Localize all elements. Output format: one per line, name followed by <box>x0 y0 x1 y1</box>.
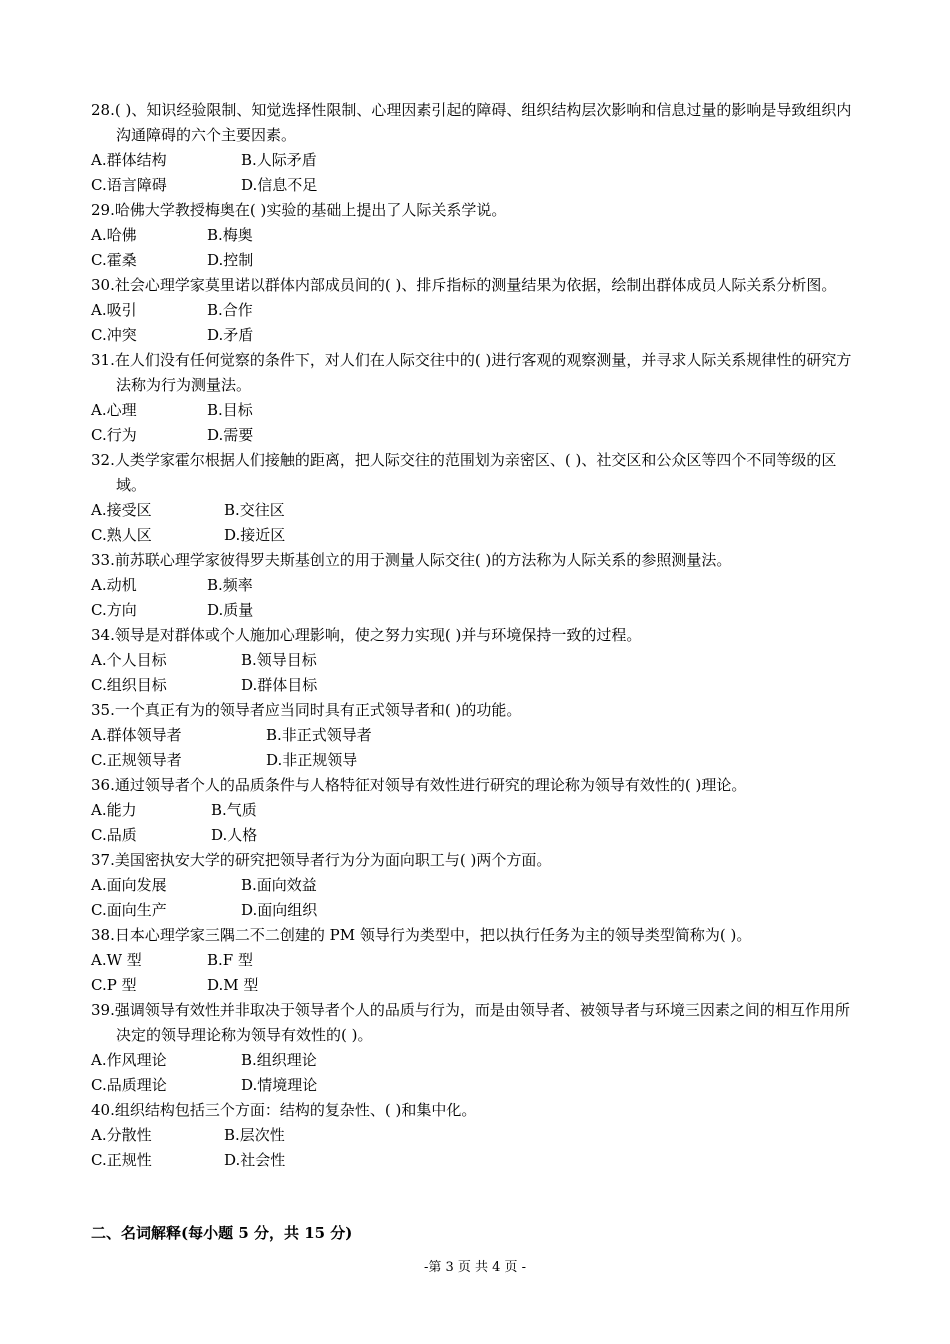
option-a: A.面向发展 <box>91 876 167 894</box>
option-a: A.哈佛 <box>91 226 137 244</box>
option-a: A.接受区 <box>91 501 152 519</box>
option-row <box>91 398 861 423</box>
option-a: A.吸引 <box>91 301 137 319</box>
option-c: C.正规性 <box>91 1151 152 1169</box>
option-row <box>91 1123 861 1148</box>
option-b: B.层次性 <box>224 1126 285 1144</box>
option-d: D.群体目标 <box>241 676 318 694</box>
option-row <box>91 223 861 248</box>
question-text: 29.哈佛大学教授梅奥在( )实验的基础上提出了人际关系学说。 <box>91 201 507 219</box>
option-b: B.F 型 <box>207 951 253 969</box>
question-item <box>91 923 861 998</box>
option-d: D.信息不足 <box>241 176 318 194</box>
option-d: D.人格 <box>211 826 258 844</box>
option-d: D.面向组织 <box>241 901 318 919</box>
option-c: C.组织目标 <box>91 676 167 694</box>
option-row <box>91 298 861 323</box>
option-a: A.W 型 <box>91 951 142 969</box>
question-text: 39.强调领导有效性并非取决于领导者个人的品质与行为，而是由领导者、被领导者与环境三因素之间的相互作用所决定的领导理论称为领导有效性的( )。 <box>91 1001 850 1044</box>
option-d: D.情境理论 <box>241 1076 318 1094</box>
option-row <box>91 423 861 448</box>
option-row <box>91 248 861 273</box>
option-c: C.霍桑 <box>91 251 137 269</box>
question-item <box>91 698 861 773</box>
option-row <box>91 873 861 898</box>
option-c: C.品质理论 <box>91 1076 167 1094</box>
question-item <box>91 448 861 548</box>
option-row <box>91 673 861 698</box>
question-item <box>91 198 861 273</box>
section-heading: 二、名词解释(每小题 5 分，共 15 分) <box>91 1224 353 1242</box>
question-item <box>91 773 861 848</box>
option-row <box>91 723 861 748</box>
question-text: 37.美国密执安大学的研究把领导者行为分为面向职工与( )两个方面。 <box>91 851 552 869</box>
option-row <box>91 948 861 973</box>
option-row <box>91 598 861 623</box>
page-footer: -第 3 页 共 4 页 - <box>423 1260 527 1275</box>
option-row <box>91 1048 861 1073</box>
question-text: 30.社会心理学家莫里诺以群体内部成员间的( )、排斥指标的测量结果为依据，绘制出群体成员人际关系分析图。 <box>91 276 837 294</box>
question-text: 34.领导是对群体或个人施加心理影响，使之努力实现( )并与环境保持一致的过程。 <box>91 626 642 644</box>
option-b: B.梅奥 <box>207 226 253 244</box>
option-row <box>91 573 861 598</box>
option-d: D.社会性 <box>224 1151 286 1169</box>
option-row <box>91 148 861 173</box>
option-row <box>91 173 861 198</box>
option-a: A.动机 <box>91 576 137 594</box>
option-row <box>91 798 861 823</box>
question-item <box>91 348 861 448</box>
option-b: B.交往区 <box>224 501 285 519</box>
question-item <box>91 623 861 698</box>
option-b: B.频率 <box>207 576 253 594</box>
option-d: D.非正规领导 <box>266 751 358 769</box>
option-a: A.分散性 <box>91 1126 152 1144</box>
question-text: 28.( )、知识经验限制、知觉选择性限制、心理因素引起的障碍、组织结构层次影响和信息过量的影响是导致组织内沟通障碍的六个主要因素。 <box>91 101 852 144</box>
question-list <box>91 98 861 1173</box>
option-d: D.需要 <box>207 426 254 444</box>
option-a: A.能力 <box>91 801 137 819</box>
option-c: C.正规领导者 <box>91 751 182 769</box>
question-item <box>91 998 861 1098</box>
option-d: D.质量 <box>207 601 254 619</box>
question-text: 36.通过领导者个人的品质条件与人格特征对领导有效性进行研究的理论称为领导有效性的( )理论。 <box>91 776 747 794</box>
option-row <box>91 523 861 548</box>
option-c: C.语言障碍 <box>91 176 167 194</box>
option-c: C.行为 <box>91 426 137 444</box>
question-item <box>91 848 861 923</box>
option-c: C.P 型 <box>91 976 137 994</box>
option-b: B.合作 <box>207 301 253 319</box>
option-c: C.熟人区 <box>91 526 152 544</box>
option-d: D.矛盾 <box>207 326 254 344</box>
option-row <box>91 1148 861 1173</box>
option-b: B.人际矛盾 <box>241 151 317 169</box>
option-b: B.面向效益 <box>241 876 317 894</box>
option-row <box>91 898 861 923</box>
option-c: C.方向 <box>91 601 137 619</box>
option-row <box>91 1073 861 1098</box>
option-b: B.领导目标 <box>241 651 317 669</box>
option-row <box>91 323 861 348</box>
option-a: A.个人目标 <box>91 651 167 669</box>
question-item <box>91 1098 861 1173</box>
question-text: 32.人类学家霍尔根据人们接触的距离，把人际交往的范围划为亲密区、( )、社交区和公众区等四个不同等级的区域。 <box>91 451 837 494</box>
option-b: B.目标 <box>207 401 253 419</box>
option-row <box>91 823 861 848</box>
option-a: A.群体结构 <box>91 151 167 169</box>
option-d: D.M 型 <box>207 976 259 994</box>
option-c: C.冲突 <box>91 326 137 344</box>
option-b: B.非正式领导者 <box>266 726 372 744</box>
option-a: A.作风理论 <box>91 1051 167 1069</box>
question-text: 40.组织结构包括三个方面：结构的复杂性、( )和集中化。 <box>91 1101 477 1119</box>
question-text: 35.一个真正有为的领导者应当同时具有正式领导者和( )的功能。 <box>91 701 522 719</box>
option-row <box>91 748 861 773</box>
option-c: C.面向生产 <box>91 901 167 919</box>
question-item <box>91 273 861 348</box>
option-a: A.群体领导者 <box>91 726 182 744</box>
question-text: 33.前苏联心理学家彼得罗夫斯基创立的用于测量人际交往( )的方法称为人际关系的参照测量法。 <box>91 551 732 569</box>
option-d: D.接近区 <box>224 526 286 544</box>
option-row <box>91 648 861 673</box>
option-row <box>91 498 861 523</box>
option-c: C.品质 <box>91 826 137 844</box>
option-b: B.气质 <box>211 801 257 819</box>
question-item <box>91 98 861 198</box>
question-text: 31.在人们没有任何觉察的条件下，对人们在人际交往中的( )进行客观的观察测量，并寻求人际关系规律性的研究方法称为行为测量法。 <box>91 351 852 394</box>
option-row <box>91 973 861 998</box>
question-text: 38.日本心理学家三隅二不二创建的 PM 领导行为类型中，把以执行任务为主的领导类型简称为( )。 <box>91 926 752 944</box>
question-item <box>91 548 861 623</box>
option-d: D.控制 <box>207 251 254 269</box>
option-a: A.心理 <box>91 401 137 419</box>
option-b: B.组织理论 <box>241 1051 317 1069</box>
